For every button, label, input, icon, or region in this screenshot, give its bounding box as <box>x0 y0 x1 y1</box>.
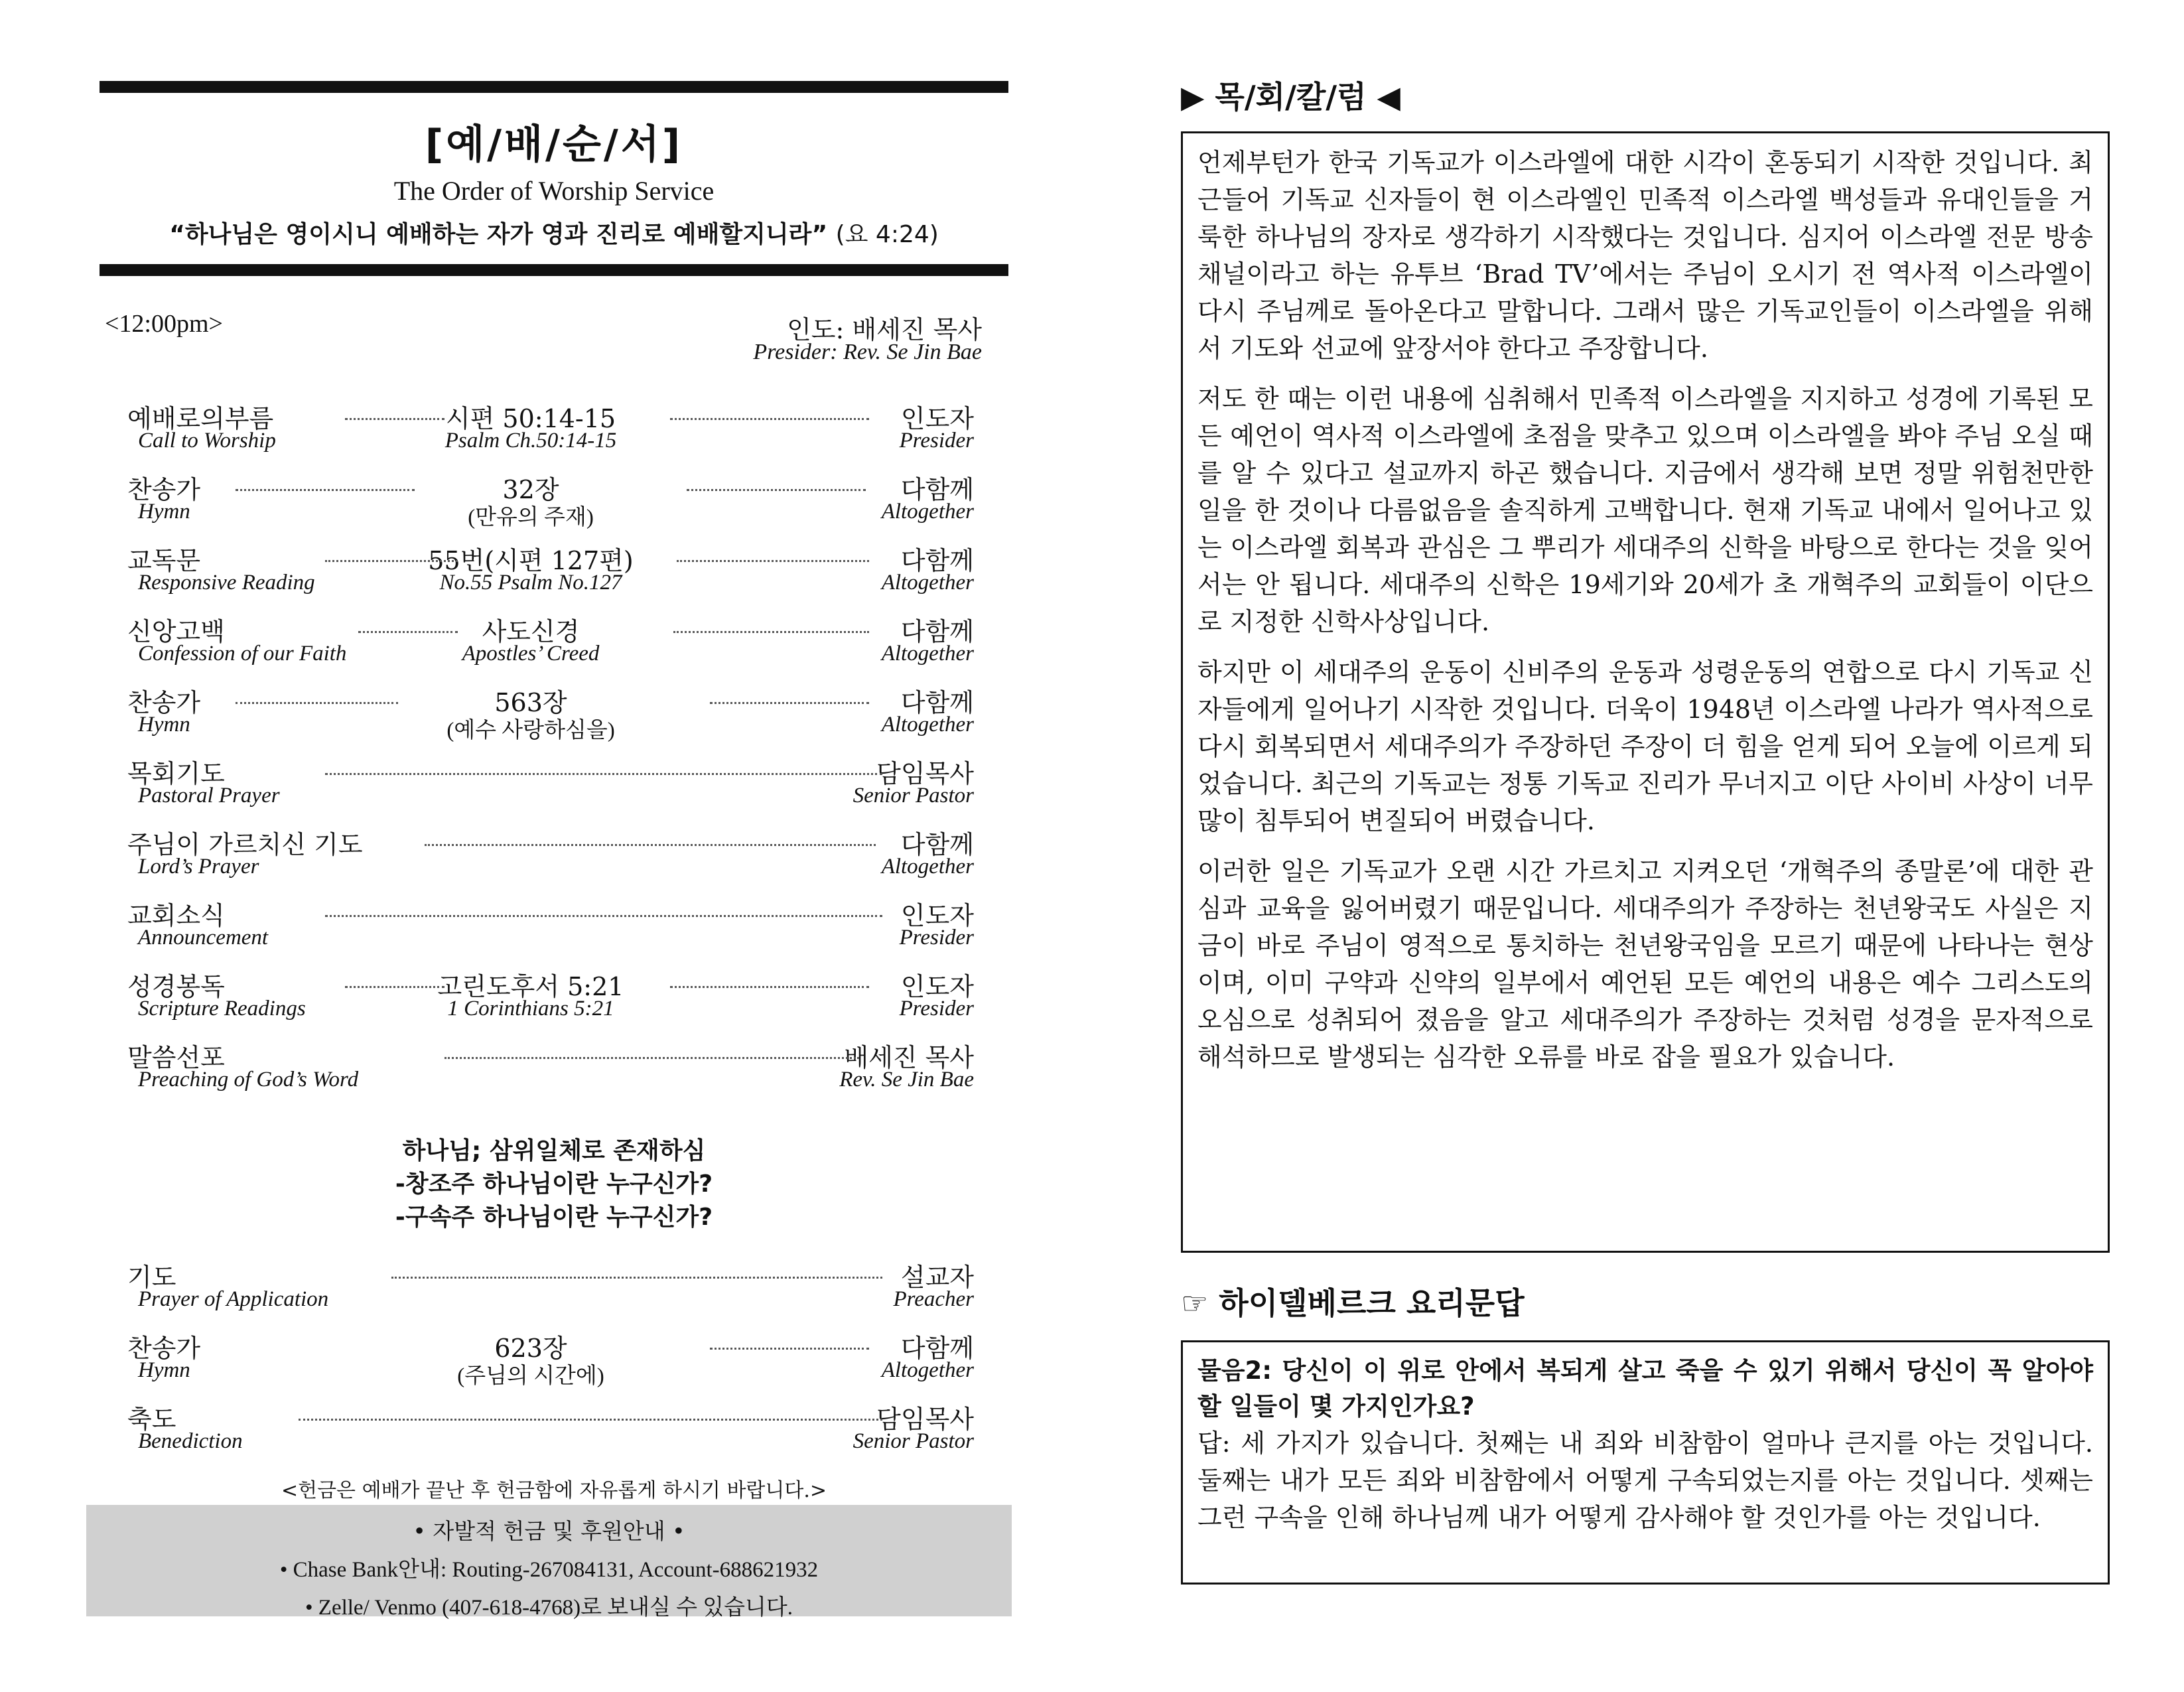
worship-item <box>100 682 1008 753</box>
item-title-korean: 축도 <box>127 1405 176 1434</box>
leader-dots <box>673 631 869 633</box>
leader-dots <box>710 1348 869 1350</box>
item-detail-korean: 55번(시편 127편) <box>428 546 634 575</box>
verse-text: “하나님은 영이시니 예배하는 자가 영과 진리로 예배할지니라” <box>169 221 828 248</box>
leader-dots <box>444 1057 859 1059</box>
item-detail-korean: 사도신경 <box>482 617 580 646</box>
item-leader-korean: 다함께 <box>900 1334 974 1363</box>
service-time: <12:00pm> <box>105 310 223 338</box>
item-detail-korean: 고린도후서 5:21 <box>437 972 624 1001</box>
item-detail-english: (주님의 시간에) <box>457 1364 604 1388</box>
item-leader-korean: 담임목사 <box>876 759 974 788</box>
item-leader-english: Presider <box>899 997 974 1021</box>
item-title-korean: 교독문 <box>127 546 201 575</box>
page-title: [예/배/순/서] <box>425 121 683 168</box>
presider-english: Presider: Rev. Se Jin Bae <box>753 340 982 364</box>
item-leader-korean: 다함께 <box>900 475 974 504</box>
order-of-worship <box>100 81 1008 1503</box>
item-leader-korean: 인도자 <box>900 972 974 1001</box>
item-detail-english: (만유의 주재) <box>468 506 594 529</box>
item-title-korean: 목회기도 <box>127 759 225 788</box>
page-subtitle: The Order of Worship Service <box>393 176 715 206</box>
sermon-line: 하나님; 삼위일체로 존재하심 <box>402 1137 706 1164</box>
leader-dots <box>325 773 882 775</box>
leader-dots <box>670 986 869 988</box>
column-paragraph: 저도 한 때는 이런 내용에 심취해서 민족적 이스라엘을 지지하고 성경에 기록된 모든 예언이 역사적 이스라엘에 초점을 맞추고 있으며 이스라엘을 봐야 주님 오실 때를 알 수 있다고 설교까지 하곤 했습니다. 지금에서 생각해 보면 정말 위험천만한 일을 한 것이나 다름없음을 솔직하게 고백합니다. 현재 기독교 내에서 일어나고 있는 이스라엘 회복과 관심은 그 뿌리가 세대주의 신학을 바탕으로 한다는 것을 잊어서는 안 됩니다. 세대주의 신학은 19세기와 20세가 초 개혁주의 교회들이 이단으로 지정한 신학사상입니다. <box>1197 384 2093 636</box>
worship-item <box>100 1257 1008 1328</box>
item-title-english: Hymn <box>138 1358 190 1382</box>
leader-dots <box>687 489 866 491</box>
catechism-question: 물음2: 당신이 이 위로 안에서 복되게 살고 죽을 수 있기 위해서 당신이 꼭 알아야 할 일들이 몇 가지인가요? <box>1197 1356 2093 1421</box>
item-leader-english: Senior Pastor <box>853 784 974 808</box>
sermon-line: -구속주 하나님이란 누구신가? <box>395 1204 713 1231</box>
leader-dots <box>710 702 869 704</box>
item-leader-english: Preacher <box>893 1287 974 1311</box>
column-paragraph: 언제부턴가 한국 기독교가 이스라엘에 대한 시각이 혼동되기 시작한 것입니다. 최근들어 기독교 신자들이 현 이스라엘인 민족적 이스라엘 백성들과 유대인들을 거룩한 하나님의 장자로 생각하기 시작했다는 것입니다. 심지어 이스라엘 전문 방송채널이라고 하는 유투브 ‘Brad TV’에서는 주님이 오시기 전 역사적 이스라엘이 다시 주님께로 돌아온다고 말합니다. 그래서 많은 기독교인들이 이스라엘을 위해서 기도와 선교에 앞장서야 한다고 주장합니다. <box>1197 148 2093 363</box>
item-title-english: Responsive Reading <box>138 571 315 595</box>
theme-verse <box>100 216 1008 249</box>
leader-dots <box>345 986 444 988</box>
item-title-korean: 찬송가 <box>127 688 201 717</box>
item-detail-english: No.55 Psalm No.127 <box>439 571 622 595</box>
leader-dots <box>358 631 458 633</box>
worship-items <box>100 398 1008 1108</box>
item-leader-korean: 설교자 <box>900 1263 974 1292</box>
catechism-answer: 답: 세 가지가 있습니다. 첫째는 내 죄와 비참함이 얼마나 큰지를 아는 것입니다. 둘째는 내가 모든 죄와 비참함에서 어떻게 구속되었는지를 아는 것입니다. 셋째는 그런 구속을 인해 하나님께 내가 어떻게 감사해야 할 것인가를 아는 것입니다. <box>1197 1429 2093 1532</box>
item-leader-english: Rev. Se Jin Bae <box>839 1068 974 1092</box>
leader-dots <box>325 560 458 562</box>
item-title-english: Benediction <box>138 1429 243 1453</box>
offering-note: <헌금은 예배가 끝난 후 헌금함에 자유롭게 하시기 바랍니다.> <box>281 1479 827 1502</box>
item-leader-english: Altogether <box>881 1358 974 1382</box>
item-title-korean: 말씀선포 <box>127 1043 225 1072</box>
item-leader-korean: 다함께 <box>900 617 974 646</box>
item-leader-english: Altogether <box>881 571 974 595</box>
worship-item <box>100 540 1008 611</box>
item-detail-korean: 623장 <box>494 1334 567 1363</box>
worship-item <box>100 398 1008 469</box>
leader-dots <box>325 915 882 917</box>
item-title-korean: 주님이 가르치신 기도 <box>127 830 363 859</box>
item-title-english: Lord’s Prayer <box>138 855 259 879</box>
item-title-english: Call to Worship <box>138 429 276 453</box>
worship-item <box>100 1037 1008 1108</box>
worship-item <box>100 753 1008 824</box>
leader-dots <box>425 844 876 846</box>
item-leader-english: Presider <box>899 429 974 453</box>
leader-dots <box>670 418 869 420</box>
leader-dots <box>236 489 415 491</box>
worship-item <box>100 824 1008 895</box>
item-title-english: Hymn <box>138 500 190 524</box>
giving-bank-line: • Chase Bank안내: Routing-267084131, Account-688621932 <box>279 1558 819 1582</box>
presider-korean: 인도: 배세진 목사 <box>787 315 982 344</box>
leader-dots <box>236 702 398 704</box>
leader-dots <box>345 418 444 420</box>
item-leader-korean: 인도자 <box>900 404 974 433</box>
giving-zelle-line: • Zelle/ Venmo (407-618-4768)로 보내실 수 있습니다. <box>305 1596 793 1620</box>
item-detail-english: Psalm Ch.50:14-15 <box>444 429 617 453</box>
item-leader-korean: 담임목사 <box>876 1405 974 1434</box>
item-leader-english: Altogether <box>881 713 974 737</box>
column-paragraph: 하지만 이 세대주의 운동이 신비주의 운동과 성령운동의 연합으로 다시 기독교 신자들에게 일어나기 시작한 것입니다. 더욱이 1948년 이스라엘 나라가 역사적으로 다시 회복되면서 세대주의가 주장하던 주장이 더 힘을 얻게 되어 오늘에 이르게 되었습니다. 최근의 기독교는 정통 기독교 진리가 무너지고 이단 사이비 사상이 너무 많이 침투되어 변질되어 버렸습니다. <box>1197 658 2093 835</box>
item-leader-english: Altogether <box>881 855 974 879</box>
verse-reference: (요 4:24) <box>835 221 939 248</box>
item-title-korean: 찬송가 <box>127 1334 201 1363</box>
item-title-english: Hymn <box>138 713 190 737</box>
item-title-english: Pastoral Prayer <box>138 784 280 808</box>
item-title-korean: 성경봉독 <box>127 972 225 1001</box>
item-title-korean: 기도 <box>127 1263 176 1292</box>
column-paragraph: 이러한 일은 기독교가 오랜 시간 가르치고 지켜오던 ‘개혁주의 종말론’에 대한 관심과 교육을 잃어버렸기 때문입니다. 세대주의가 주장하는 천년왕국도 사실은 지금이 바로 주님이 영적으로 통치하는 천년왕국임을 모르기 때문에 나타나는 현상이며, 이미 구약과 신약의 일부에서 예언된 모든 예언의 내용은 예수 그리스도의 오심으로 성취되어 졌음을 알고 세대주의가 주장하는 것처럼 성경을 문자적으로 해석하므로 발생되는 심각한 오류를 바로 잡을 필요가 있습니다. <box>1197 857 2093 1072</box>
worship-item <box>100 895 1008 966</box>
worship-item <box>100 611 1008 682</box>
sermon-line: -창조주 하나님이란 누구신가? <box>395 1170 713 1198</box>
item-leader-korean: 인도자 <box>900 901 974 930</box>
top-rule <box>100 81 1008 93</box>
item-leader-korean: 다함께 <box>900 830 974 859</box>
column-heading: ▶ 목/회/칼/럼 ◀ <box>1181 79 1400 115</box>
catechism-heading: ☞ 하이델베르크 요리문답 <box>1181 1285 1525 1321</box>
leader-dots <box>299 1419 882 1421</box>
worship-item <box>100 1328 1008 1399</box>
item-detail-korean: 563장 <box>494 688 567 717</box>
item-title-korean: 예배로의부름 <box>127 404 274 433</box>
item-leader-english: Senior Pastor <box>853 1429 974 1453</box>
item-title-english: Preaching of God’s Word <box>138 1068 359 1092</box>
item-detail-korean: 시편 50:14-15 <box>445 404 616 433</box>
item-detail-korean: 32장 <box>502 475 559 504</box>
item-title-korean: 찬송가 <box>127 475 201 504</box>
item-title-english: Confession of our Faith <box>138 642 347 666</box>
item-title-english: Scripture Readings <box>138 997 306 1021</box>
service-header <box>100 309 1008 382</box>
item-leader-korean: 다함께 <box>900 546 974 575</box>
worship-item <box>100 966 1008 1037</box>
item-leader-korean: 다함께 <box>900 688 974 717</box>
item-title-english: Prayer of Application <box>138 1287 329 1311</box>
sermon-title <box>100 1135 1008 1234</box>
worship-item <box>100 1399 1008 1470</box>
item-title-english: Announcement <box>138 926 269 950</box>
right-page <box>1181 73 2110 1585</box>
giving-info-box <box>86 1505 1012 1620</box>
worship-item <box>100 469 1008 540</box>
item-detail-english: (예수 사랑하심을) <box>446 719 615 742</box>
item-leader-english: Presider <box>899 926 974 950</box>
item-title-korean: 교회소식 <box>127 901 225 930</box>
giving-title: • 자발적 헌금 및 후원안내 • <box>413 1518 685 1544</box>
worship-items-closing <box>100 1257 1008 1470</box>
pastor-column-box <box>1181 131 2110 1253</box>
leader-dots <box>677 560 869 562</box>
bottom-rule <box>100 264 1008 276</box>
leader-dots <box>391 1277 882 1279</box>
catechism-box <box>1181 1340 2110 1585</box>
item-leader-english: Altogether <box>881 500 974 524</box>
item-leader-korean: 배세진 목사 <box>844 1043 974 1072</box>
item-leader-english: Altogether <box>881 642 974 666</box>
item-detail-english: 1 Corinthians 5:21 <box>447 997 614 1021</box>
item-title-korean: 신앙고백 <box>127 617 225 646</box>
item-detail-english: Apostles’ Creed <box>462 642 600 666</box>
